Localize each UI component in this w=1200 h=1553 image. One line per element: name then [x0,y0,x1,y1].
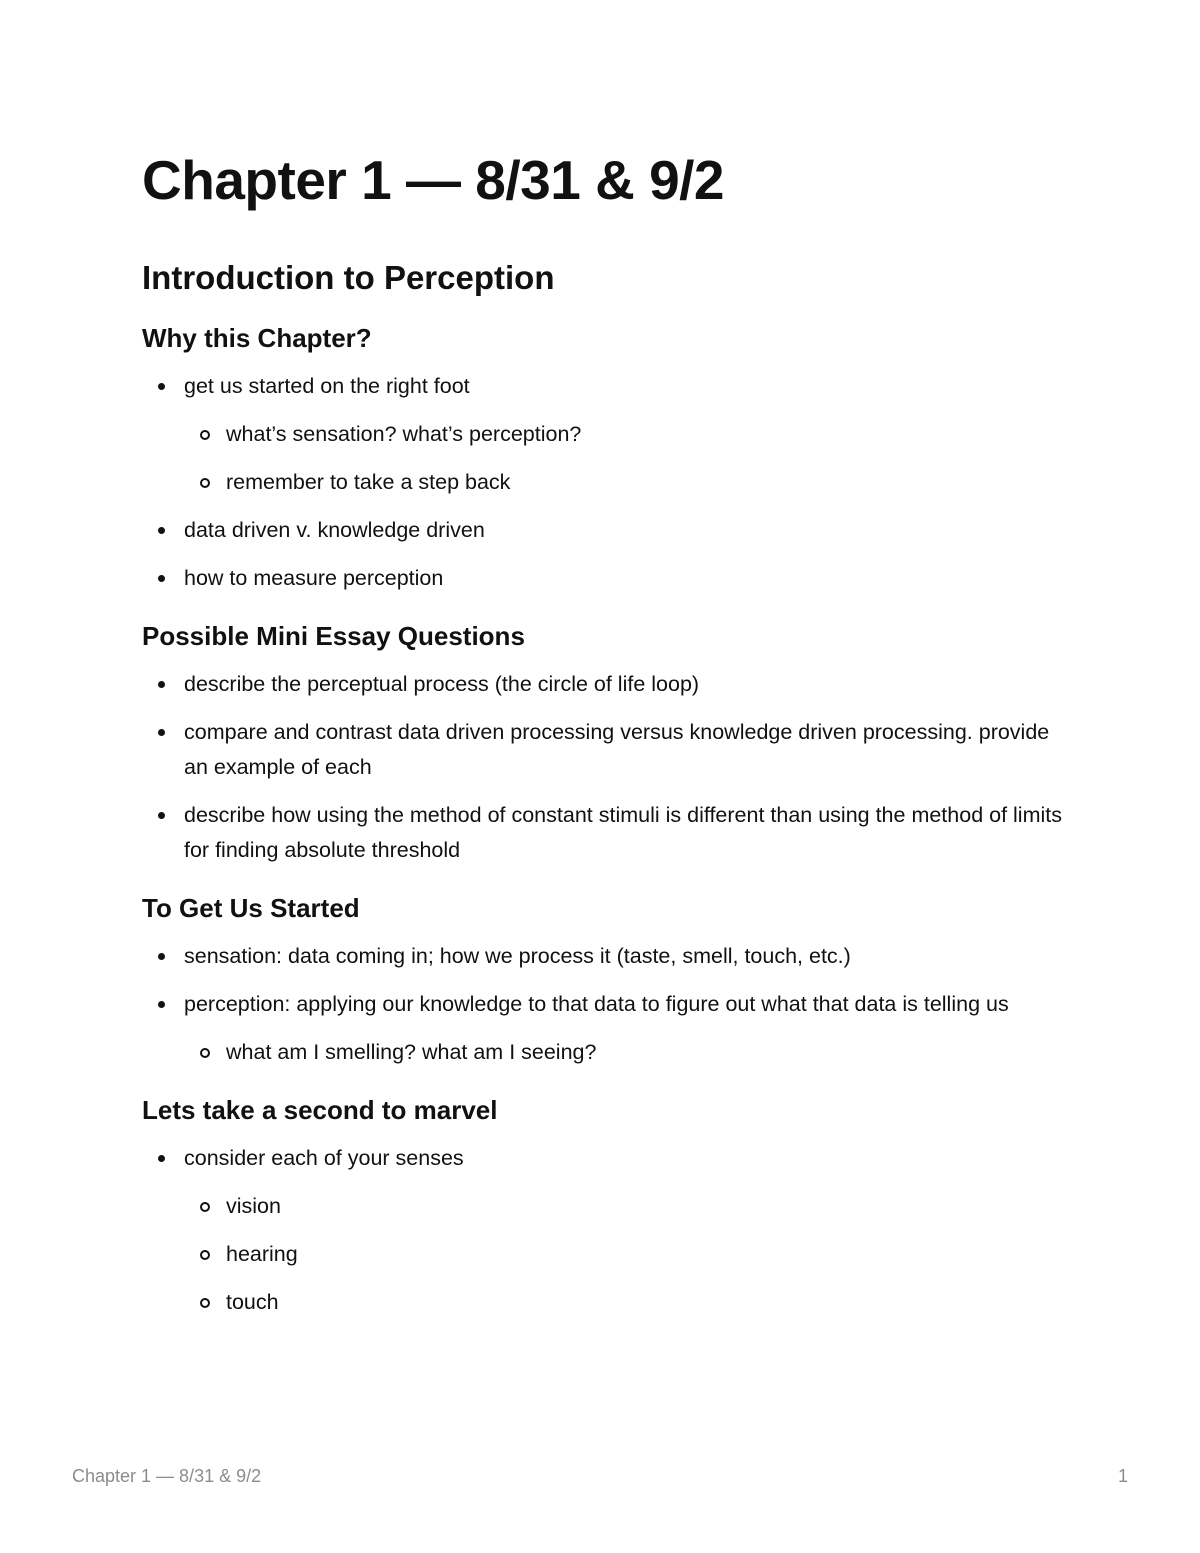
document-page [142,148,1072,1320]
hollow-bullet-icon [200,1250,210,1260]
footer-title: Chapter 1 — 8/31 & 9/2 [72,1466,262,1486]
hollow-bullet-icon [200,1298,210,1308]
section-heading: Lets take a second to marvel [142,1095,498,1125]
bullet-icon [158,1155,165,1162]
list-item [142,939,1072,974]
bullet-icon [158,383,165,390]
sub-list-item-text: remember to take a step back [226,470,511,494]
page-title: Chapter 1 — 8/31 & 9/2 [142,149,725,211]
sub-list-item-text: what’s sensation? what’s perception? [226,422,582,446]
list-item-text: sensation: data coming in; how we process it (taste, smell, touch, etc.) [184,944,851,968]
hollow-bullet-icon [200,1202,210,1212]
list-item-text: data driven v. knowledge driven [184,518,485,542]
bullet-icon [158,575,165,582]
section-to-get-us-started [142,890,1072,1070]
list-item [142,798,1072,868]
list-item-text: how to measure perception [184,566,444,590]
list-item-text: describe how using the method of constant stimuli is different than using the method of limits for finding absolute threshold [184,803,1062,862]
bullet-icon [158,681,165,688]
sub-list-item [184,417,1072,452]
sub-list-item-text: what am I smelling? what am I seeing? [226,1040,597,1064]
sub-list-item-text: touch [226,1290,279,1314]
list-item [142,561,1072,596]
list-item-text: get us started on the right foot [184,374,470,398]
hollow-bullet-icon [200,478,210,488]
bullet-icon [158,953,165,960]
sub-list-item [184,465,1072,500]
list-item [142,369,1072,500]
bullet-icon [158,812,165,819]
sub-list-item [184,1237,1072,1272]
section-heading: Possible Mini Essay Questions [142,621,525,651]
sub-list-item-text: hearing [226,1242,298,1266]
section-title: Introduction to Perception [142,259,555,296]
hollow-bullet-icon [200,430,210,440]
list-item [142,513,1072,548]
sub-list-item [184,1285,1072,1320]
section-heading: To Get Us Started [142,893,360,923]
bullet-list [142,369,1072,596]
hollow-bullet-icon [200,1048,210,1058]
list-item-text: compare and contrast data driven processing versus knowledge driven processing. provide an example of each [184,720,1050,779]
section-heading: Why this Chapter? [142,323,372,353]
bullet-list [142,667,1072,868]
list-item [142,1141,1072,1320]
sub-list [184,417,1072,500]
page-number: 1 [1117,1466,1128,1486]
list-item [142,715,1072,785]
section-why-this-chapter [142,320,1072,596]
bullet-icon [158,1001,165,1008]
sub-list [184,1035,1072,1070]
list-item [142,987,1072,1070]
sub-list-item-text: vision [226,1194,281,1218]
bullet-icon [158,729,165,736]
list-item-text: perception: applying our knowledge to that data to figure out what that data is telling us [184,992,1009,1016]
sub-list-item [184,1189,1072,1224]
list-item-text: consider each of your senses [184,1146,464,1170]
list-item [142,667,1072,702]
section-mini-essay-questions [142,618,1072,868]
bullet-list [142,1141,1072,1320]
bullet-icon [158,527,165,534]
sub-list [184,1189,1072,1320]
section-take-a-second-to-marvel [142,1092,1072,1320]
sub-list-item [184,1035,1072,1070]
bullet-list [142,939,1072,1070]
list-item-text: describe the perceptual process (the circle of life loop) [184,672,700,696]
